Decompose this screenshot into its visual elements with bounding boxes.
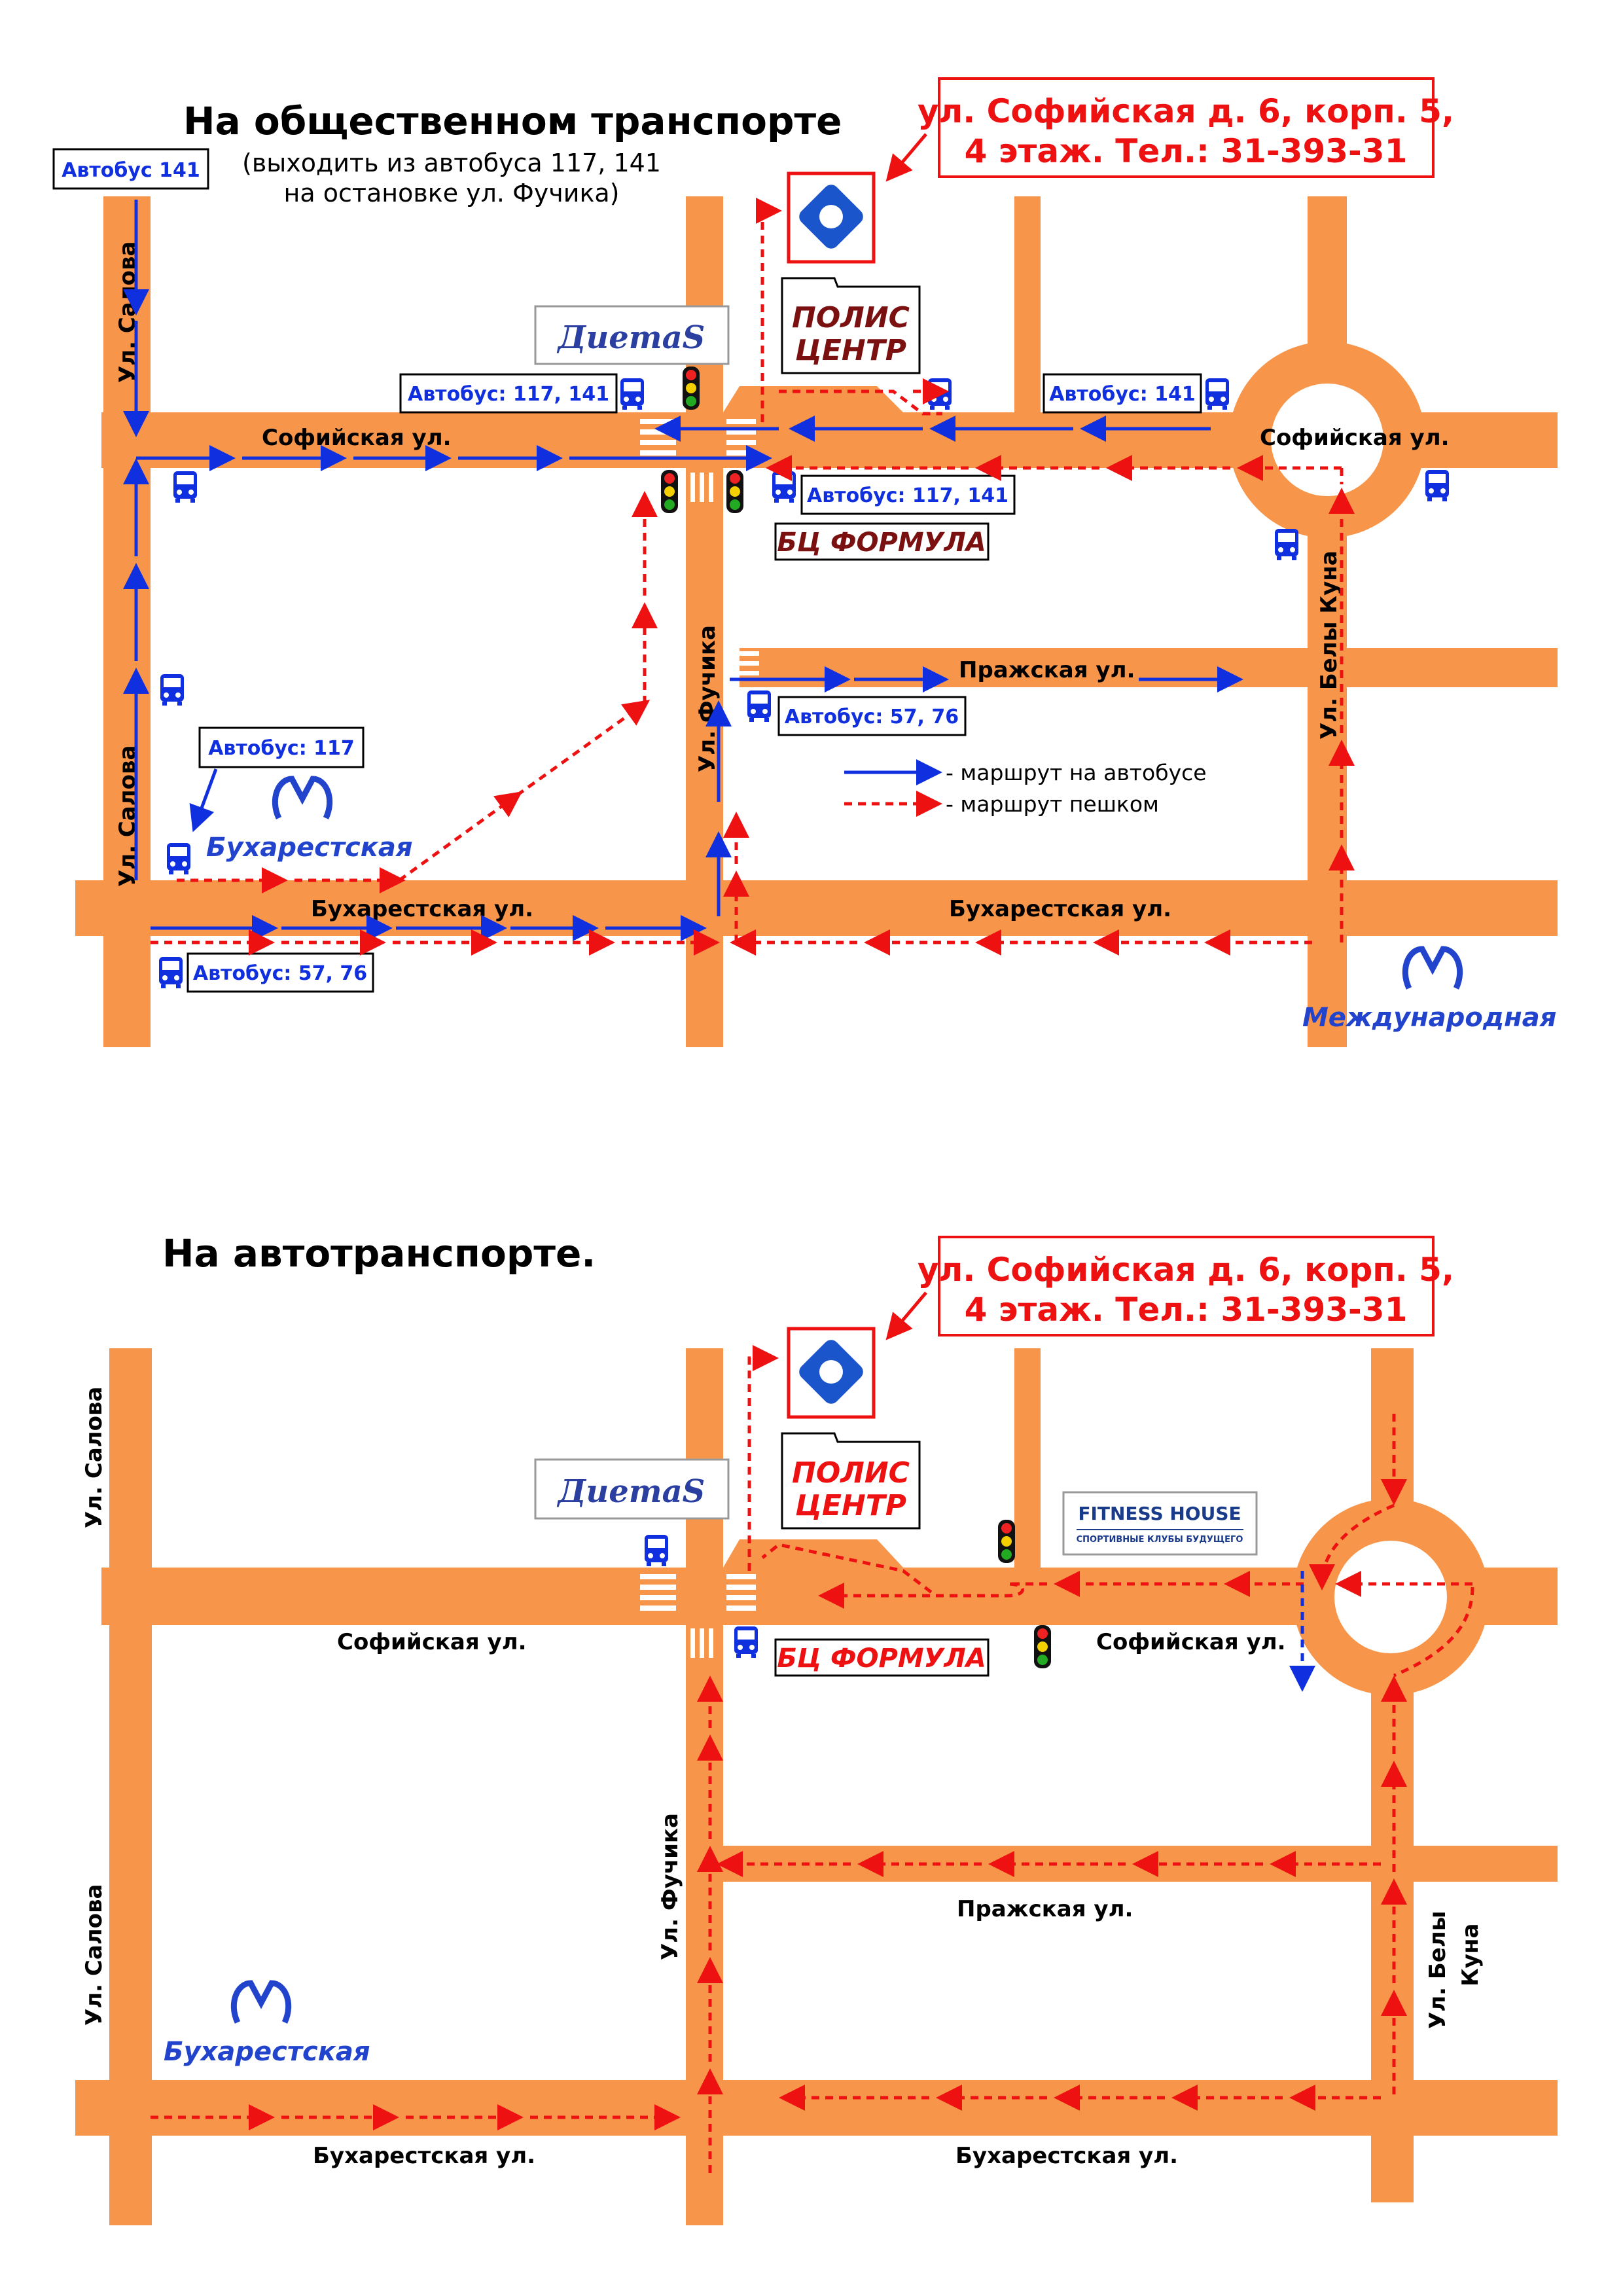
map2-address-line1: ул. Софийская д. 6, корп. 5, xyxy=(918,1251,1454,1289)
map2-street-fuchika: Ул. Фучика xyxy=(657,1813,683,1960)
map2-address-box xyxy=(918,1237,1454,1335)
map2-dietas-label: ДиетаS xyxy=(558,1473,705,1510)
map2-street-prazhskaya: Пражская ул. xyxy=(957,1896,1133,1922)
map1-legend-bus: - маршрут на автобусе xyxy=(946,760,1207,785)
map2-metro-bukharestskaya-icon xyxy=(234,1983,288,2022)
map1-dietas-label: ДиетаS xyxy=(558,319,705,356)
map1-bus-141-text: Автобус 141 xyxy=(62,159,200,182)
map1-bus-57-76-bottom-text: Автобус: 57, 76 xyxy=(192,962,368,985)
map1-bus-stop-icon-1 xyxy=(173,471,197,503)
map-public-transport xyxy=(54,79,1558,1047)
map1-street-salova-top: Ул. Салова xyxy=(115,241,141,383)
map1-street-bely-kuna: Ул. Белы Куна xyxy=(1316,550,1342,740)
map1-title: На общественном транспорте xyxy=(183,99,842,143)
map1-legend xyxy=(844,760,1207,817)
map1-metro-mezhdunarodnaya-icon xyxy=(1405,949,1459,988)
map1-bus-141-right-text: Автобус: 141 xyxy=(1049,383,1196,406)
map1-bus-label-117-141-left xyxy=(401,374,616,412)
map1-bus-label-57-76-fuchika xyxy=(779,697,965,735)
map2-bus-stop-icon-2 xyxy=(734,1626,758,1658)
map1-bus-stop-icon-10 xyxy=(167,843,190,874)
map1-bus-stop-icon-2 xyxy=(620,378,644,410)
map2-street-salova-bottom: Ул. Салова xyxy=(81,1884,107,2026)
map1-address-line1: ул. Софийская д. 6, корп. 5, xyxy=(918,92,1454,130)
map1-bus-117-141-below-text: Автобус: 117, 141 xyxy=(806,484,1009,507)
map1-dietas-logo xyxy=(535,306,728,364)
map1-street-salova-bottom: Ул. Салова xyxy=(115,745,141,887)
map1-metro-bukharestskaya-icon xyxy=(275,779,329,818)
map1-traffic-light-2 xyxy=(661,470,678,513)
map1-bus-stop-icon-5 xyxy=(772,471,796,503)
map1-destination-logo xyxy=(789,173,874,262)
map1-street-bukharestskaya-left: Бухарестская ул. xyxy=(311,896,534,922)
map1-traffic-light-1 xyxy=(683,367,700,410)
map1-address-pointer xyxy=(890,134,926,177)
map1-bus-stop-icon-4 xyxy=(1205,378,1229,410)
map1-traffic-light-3 xyxy=(726,470,743,513)
map2-address-line2: 4 этаж. Тел.: 31-393-31 xyxy=(964,1291,1408,1329)
map2-bc-formula-label: БЦ ФОРМУЛА xyxy=(777,1643,986,1674)
map1-bus-label-57-76-bottom xyxy=(188,954,373,992)
map1-bc-formula-label: БЦ ФОРМУЛА xyxy=(777,528,986,558)
map1-bus-label-141-right xyxy=(1044,374,1201,412)
map1-legend-walk: - маршрут пешком xyxy=(946,791,1159,817)
map-car-transport xyxy=(75,1231,1558,2225)
map1-bus-117-text: Автобус: 117 xyxy=(208,737,355,760)
map1-bus-stop-icon-9 xyxy=(747,691,771,722)
map2-polis-line1: ПОЛИС xyxy=(792,1456,910,1490)
map2-bc-formula xyxy=(776,1640,988,1676)
map2-title: На автотранспорте. xyxy=(162,1231,596,1276)
map2-metro-bukharestskaya-label: Бухарестская xyxy=(164,2037,370,2067)
map2-street-sofiyskaya-left: Софийская ул. xyxy=(337,1629,527,1655)
map2-address-pointer xyxy=(890,1293,926,1335)
map1-subtitle-line1: (выходить из автобуса 117, 141 xyxy=(242,149,661,177)
map1-bus-stop-icon-8 xyxy=(160,674,184,706)
map2-polis-line2: ЦЕНТР xyxy=(795,1489,906,1522)
map2-fitness-house-logo xyxy=(1063,1492,1257,1554)
map2-street-bukharestskaya-right: Бухарестская ул. xyxy=(955,2143,1179,2169)
map1-polis-line2: ЦЕНТР xyxy=(795,334,906,367)
map2-traffic-light-1 xyxy=(998,1520,1015,1563)
map1-bc-formula xyxy=(776,524,988,560)
map2-destination-logo xyxy=(789,1329,874,1417)
map1-bus-label-117-141-below xyxy=(802,476,1014,514)
map1-subtitle-line2: на остановке ул. Фучика) xyxy=(283,179,620,207)
map2-street-bely-kuna-line2: Куна xyxy=(1457,1923,1484,1986)
map1-polis-line1: ПОЛИС xyxy=(792,301,910,334)
map1-address-line2: 4 этаж. Тел.: 31-393-31 xyxy=(964,132,1408,170)
map1-metro-mezhdunarodnaya-label: Международная xyxy=(1302,1003,1557,1033)
map1-bus-stop-icon-11 xyxy=(159,957,183,988)
map1-bus-117-141-left-text: Автобус: 117, 141 xyxy=(407,383,610,406)
map2-polis-centr xyxy=(782,1433,919,1528)
map1-bus-stop-icon-6 xyxy=(1425,470,1449,501)
map1-bus-label-117 xyxy=(200,728,363,767)
map1-polis-centr xyxy=(782,278,919,373)
map1-bus-117-pointer xyxy=(195,769,216,826)
map2-fitness-tagline: СПОРТИВНЫЕ КЛУБЫ БУДУЩЕГО xyxy=(1076,1535,1243,1545)
map1-bus-stop-icon-3 xyxy=(928,378,952,410)
map2-street-bely-kuna-line1: Ул. Белы xyxy=(1425,1910,1451,2029)
map1-bus-stop-icon-7 xyxy=(1275,529,1298,560)
map1-bus-label-141-topleft xyxy=(54,149,208,188)
map2-bus-stop-icon-1 xyxy=(645,1535,668,1566)
map1-street-bukharestskaya-right: Бухарестская ул. xyxy=(949,896,1172,922)
map1-metro-bukharestskaya-label: Бухарестская xyxy=(206,833,413,863)
map1-address-box xyxy=(918,79,1454,177)
map2-street-salova-top: Ул. Салова xyxy=(81,1386,107,1528)
map1-street-sofiyskaya-left: Софийская ул. xyxy=(262,425,452,451)
map1-bus-57-76-fuchika-text: Автобус: 57, 76 xyxy=(784,706,959,728)
map1-street-prazhskaya: Пражская ул. xyxy=(959,657,1135,683)
map2-traffic-light-2 xyxy=(1034,1625,1051,1668)
map1-street-fuchika: Ул. Фучика xyxy=(694,625,721,772)
map2-street-bukharestskaya-left: Бухарестская ул. xyxy=(313,2143,536,2169)
map2-fitness-name: FITNESS HOUSE xyxy=(1078,1503,1241,1524)
map2-street-sofiyskaya-right: Софийская ул. xyxy=(1096,1629,1286,1655)
map2-dietas-logo xyxy=(535,1460,728,1518)
map1-street-sofiyskaya-right: Софийская ул. xyxy=(1260,425,1450,451)
